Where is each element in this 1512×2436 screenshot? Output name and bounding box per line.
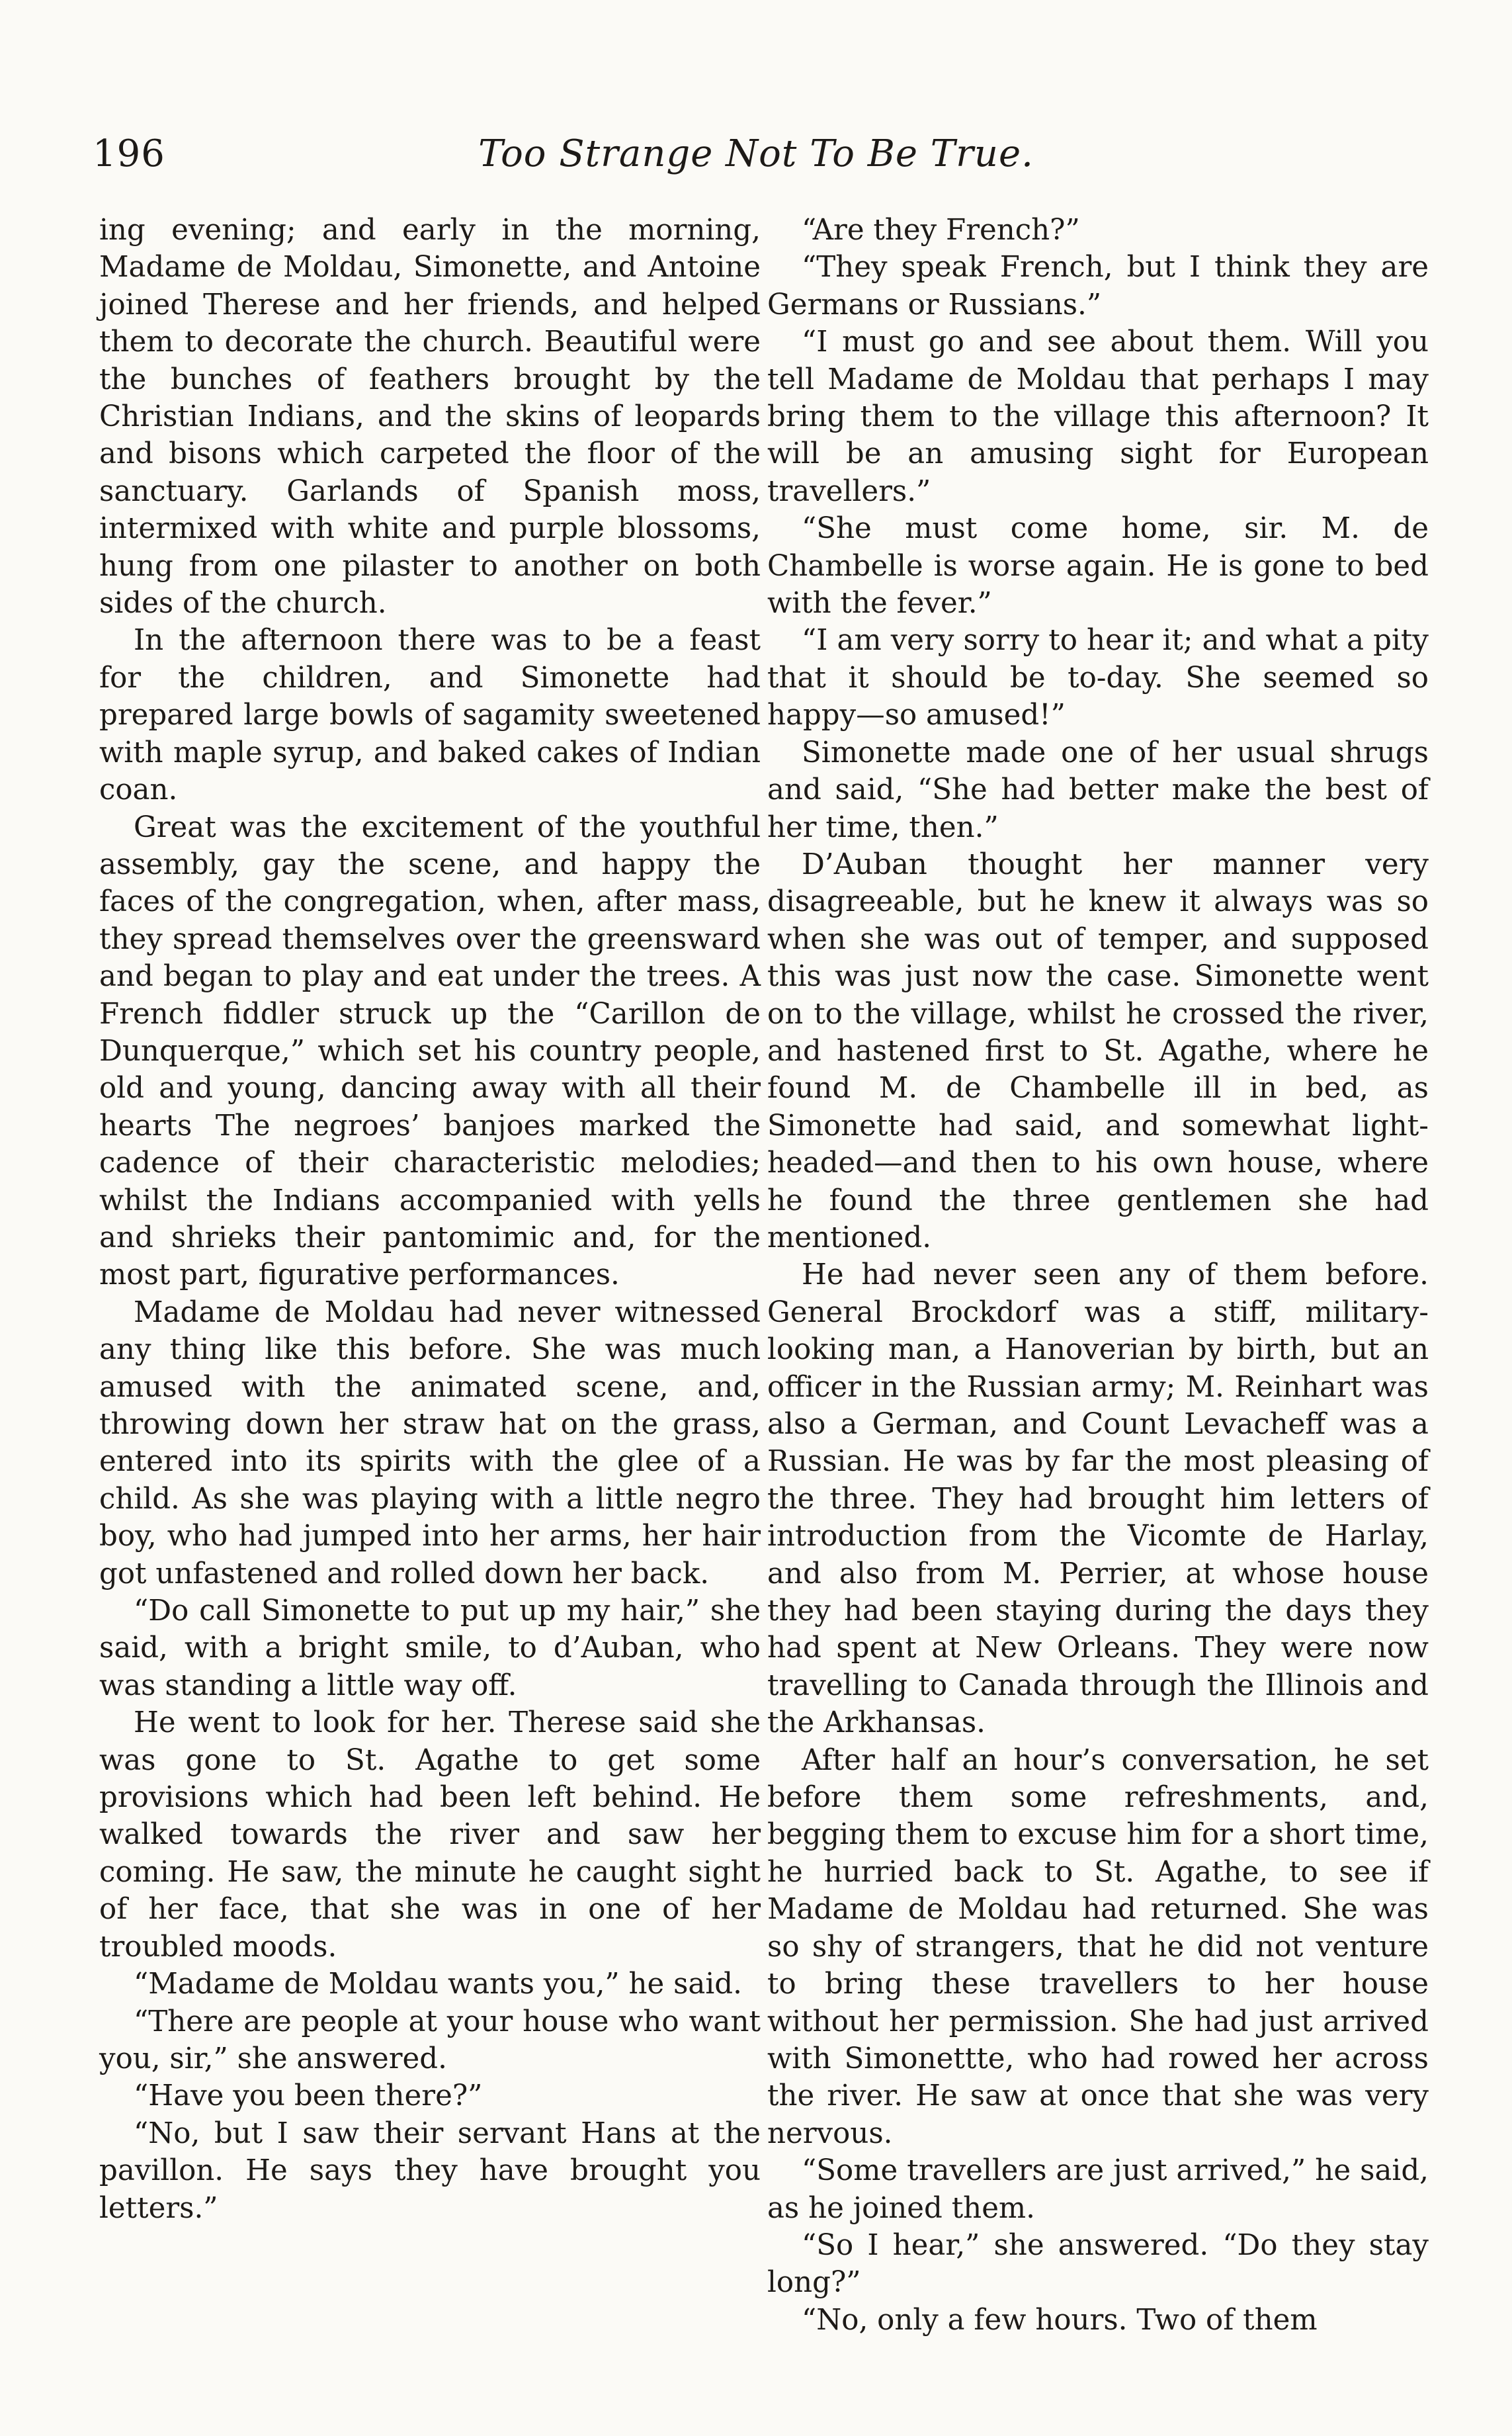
paragraph: He had never seen any of them before. General Brockdorf was a stiff, military-looking man, a Hanoverian by birth, but an officer in the Russian army; M. Reinhart was also a German, and Count Levacheff was a Russian. He was by far the most pleasing of the three. They had brought him letters of introduction from the Vicomte de Harlay, and also from M. Perrier, at whose house they had been staying during the days they had spent at New Orleans. They were now travelling to Canada through the Illinois and the Arkhansas. — [767, 1258, 1429, 1740]
paragraph: “There are people at your house who want you, sir,” she answered. — [99, 2005, 761, 2075]
paragraph: “She must come home, sir. M. de Chambelle is worse again. He is gone to bed with the fever.” — [767, 512, 1429, 621]
paragraph: Great was the excitement of the youthful assembly, gay the scene, and happy the faces of the congregation, when, after mass, they spread themselves over the greensward and began to play and eat under the trees. A French fiddler struck up the “Carillon de Dunquerque,” which set his country people, old and young, dancing away with all their hearts The negroes’ banjoes marked the cadence of their characteristic melodies; whilst the Indians accompanied with yells and shrieks their pantomimic and, for the most part, figurative performances. — [99, 810, 761, 1292]
paragraph: D’Auban thought her manner very disagreeable, but he knew it always was so when she was out of temper, and supposed this was just now the case. Simonette went on to the village, whilst he crossed the river, and hastened first to St. Agathe, where he found M. de Chambelle ill in bed, as Simonette had said, and somewhat light-headed—and then to his own house, where he found the three gentlemen she had mentioned. — [767, 848, 1429, 1254]
paragraph: “No, only a few hours. Two of them — [802, 2303, 1318, 2337]
paragraph: After half an hour’s conversation, he set before them some refreshments, and, begging them to excuse him for a short time, he hurried back to St. Agathe, to see if Madame de Moldau had returned. She was so shy of strangers, that he did not venture to bring these travellers to her house without her permission. She had just arrived with Simonettte, who had rowed her across the river. He saw at once that she was very nervous. — [767, 1743, 1429, 2150]
paragraph: Simonette made one of her usual shrugs and said, “She had better make the best of her time, then.” — [767, 736, 1429, 844]
page-header — [0, 132, 1512, 192]
paragraph: “They speak French, but I think they are Germans or Russians.” — [767, 251, 1429, 322]
paragraph: ing evening; and early in the morning, Madame de Moldau, Simonette, and Antoine joined Therese and her friends, and helped them to decorate the church. Beautiful were the bunches of feathers brought by the Christian Indians, and the skins of leopards and bisons which carpeted the floor of the sanctuary. Garlands of Spanish moss, intermixed with white and purple blossoms, hung from one pilaster to another on both sides of the church. — [99, 214, 761, 621]
paragraph: “I am very sorry to hear it; and what a pity that it should be to-day. She seemed so happy—so amused!” — [767, 624, 1429, 732]
paragraph: He went to look for her. Therese said she was gone to St. Agathe to get some provisions which had been left behind. He walked towards the river and saw her coming. He saw, the minute he caught sight of her face, that she was in one of her troubled moods. — [99, 1706, 761, 1964]
paragraph: “No, but I saw their servant Hans at the pavillon. He says they have brought you letters.” — [99, 2116, 761, 2225]
paragraph: “Do call Simonette to put up my hair,” she said, with a bright smile, to d’Auban, who was standing a little way off. — [99, 1594, 761, 1702]
paragraph: “I must go and see about them. Will you tell Madame de Moldau that perhaps I may bring them to the village this afternoon? It will be an amusing sight for European travellers.” — [767, 326, 1429, 508]
page-number: 196 — [93, 132, 165, 175]
paragraph: “So I hear,” she answered. “Do they stay long?” — [767, 2228, 1429, 2300]
paragraph: “Have you been there?” — [134, 2079, 483, 2113]
paragraph: “Some travellers are just arrived,” he said, as he joined them. — [767, 2154, 1429, 2225]
running-title: Too Strange Not To Be True. — [478, 132, 1034, 175]
right-column — [767, 212, 1429, 2339]
paragraph: Madame de Moldau had never witnessed any thing like this before. She was much amused with the animated scene, and, throwing down her straw hat on the grass, entered into its spirits with the glee of a child. As she was playing with a little negro boy, who had jumped into her arms, her hair got unfastened and rolled down her back. — [99, 1295, 761, 1590]
paragraph: “Are they French?” — [802, 214, 1080, 247]
left-column — [99, 212, 761, 2227]
paragraph: In the afternoon there was to be a feast for the children, and Simonette had prepared large bowls of sagamity sweetened with maple syrup, and baked cakes of Indian coan. — [99, 624, 761, 807]
paragraph: “Madame de Moldau wants you,” he said. — [134, 1968, 742, 2001]
